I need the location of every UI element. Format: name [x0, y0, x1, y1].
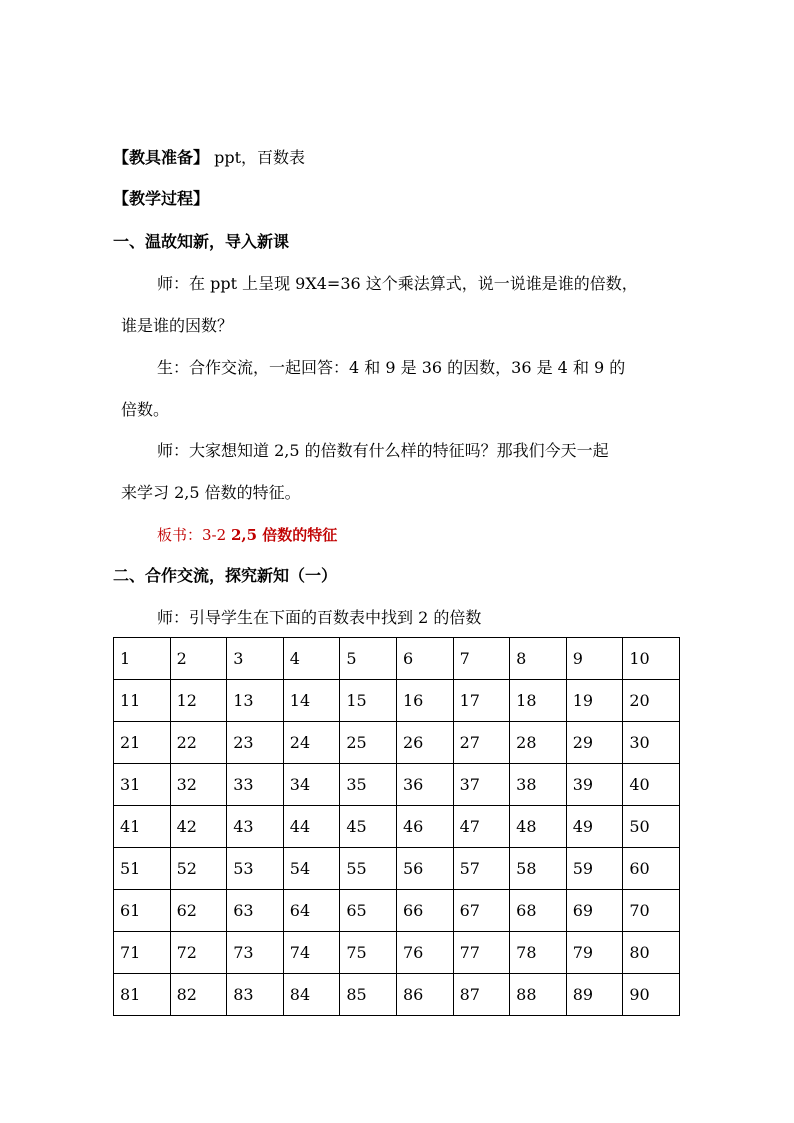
- prep-items: ppt，百数表: [209, 148, 306, 167]
- paragraph2-line1: 生：合作交流，一起回答：4 和 9 是 36 的因数，36 是 4 和 9 的: [157, 358, 626, 377]
- table-row: [114, 974, 680, 1016]
- table-cell: 49: [566, 806, 623, 848]
- teaching-tools-line: [113, 148, 305, 168]
- table-cell: 81: [114, 974, 171, 1016]
- prep-heading: 【教具准备】: [113, 148, 210, 167]
- table-cell: 54: [283, 848, 340, 890]
- table-cell: 82: [170, 974, 227, 1016]
- table-cell: 21: [114, 722, 171, 764]
- table-cell: 77: [453, 932, 510, 974]
- paragraph3-line1: 师：大家想知道 2,5 的倍数有什么样的特征吗？那我们今天一起: [157, 441, 609, 460]
- table-cell: 46: [396, 806, 453, 848]
- table-cell: 66: [396, 890, 453, 932]
- table-cell: 28: [510, 722, 567, 764]
- table-cell: 73: [227, 932, 284, 974]
- table-cell: 6: [396, 638, 453, 680]
- table-cell: 74: [283, 932, 340, 974]
- table-cell: 12: [170, 680, 227, 722]
- table-cell: 48: [510, 806, 567, 848]
- hundred-chart-body: [114, 638, 680, 1016]
- table-cell: 79: [566, 932, 623, 974]
- table-cell: 9: [566, 638, 623, 680]
- table-cell: 84: [283, 974, 340, 1016]
- table-cell: 58: [510, 848, 567, 890]
- table-cell: 14: [283, 680, 340, 722]
- table-cell: 13: [227, 680, 284, 722]
- paragraph3-line2: 来学习 2,5 倍数的特征。: [121, 483, 301, 502]
- table-cell: 69: [566, 890, 623, 932]
- table-cell: 27: [453, 722, 510, 764]
- paragraph2-line2: 倍数。: [121, 400, 170, 419]
- table-cell: 41: [114, 806, 171, 848]
- table-cell: 36: [396, 764, 453, 806]
- table-cell: 80: [623, 932, 680, 974]
- table-cell: 4: [283, 638, 340, 680]
- hundred-chart-table: [113, 637, 680, 1016]
- board-note: [157, 525, 337, 545]
- table-cell: 86: [396, 974, 453, 1016]
- table-cell: 63: [227, 890, 284, 932]
- paragraph4-line1: 师：引导学生在下面的百数表中找到 2 的倍数: [157, 608, 482, 627]
- table-cell: 76: [396, 932, 453, 974]
- table-cell: 52: [170, 848, 227, 890]
- table-row: [114, 806, 680, 848]
- table-cell: 42: [170, 806, 227, 848]
- table-cell: 30: [623, 722, 680, 764]
- table-cell: 26: [396, 722, 453, 764]
- table-row: [114, 722, 680, 764]
- table-cell: 10: [623, 638, 680, 680]
- table-row: [114, 890, 680, 932]
- table-cell: 65: [340, 890, 397, 932]
- table-row: [114, 764, 680, 806]
- table-cell: 38: [510, 764, 567, 806]
- table-cell: 59: [566, 848, 623, 890]
- table-cell: 61: [114, 890, 171, 932]
- table-cell: 89: [566, 974, 623, 1016]
- paragraph1-line2: 谁是谁的因数？: [121, 316, 234, 335]
- table-cell: 2: [170, 638, 227, 680]
- table-cell: 53: [227, 848, 284, 890]
- table-cell: 51: [114, 848, 171, 890]
- table-cell: 31: [114, 764, 171, 806]
- table-cell: 11: [114, 680, 171, 722]
- table-cell: 90: [623, 974, 680, 1016]
- table-row: [114, 848, 680, 890]
- table-cell: 40: [623, 764, 680, 806]
- table-cell: 68: [510, 890, 567, 932]
- table-cell: 78: [510, 932, 567, 974]
- table-cell: 87: [453, 974, 510, 1016]
- table-cell: 8: [510, 638, 567, 680]
- table-cell: 33: [227, 764, 284, 806]
- table-cell: 3: [227, 638, 284, 680]
- table-cell: 88: [510, 974, 567, 1016]
- table-cell: 47: [453, 806, 510, 848]
- board-title: 2,5 倍数的特征: [230, 526, 338, 544]
- table-cell: 5: [340, 638, 397, 680]
- table-cell: 24: [283, 722, 340, 764]
- board-label: 板书：3-2: [157, 526, 231, 544]
- section2-title: 二、合作交流，探究新知（一）: [113, 566, 338, 585]
- table-cell: 55: [340, 848, 397, 890]
- table-cell: 60: [623, 848, 680, 890]
- section1-title: 一、温故知新，导入新课: [113, 232, 290, 251]
- table-cell: 70: [623, 890, 680, 932]
- table-cell: 1: [114, 638, 171, 680]
- process-heading: 【教学过程】: [113, 189, 210, 208]
- table-cell: 35: [340, 764, 397, 806]
- table-cell: 75: [340, 932, 397, 974]
- table-cell: 7: [453, 638, 510, 680]
- paragraph1-line1: 师：在 ppt 上呈现 9X4=36 这个乘法算式，说一说谁是谁的倍数，: [157, 274, 638, 293]
- table-cell: 25: [340, 722, 397, 764]
- table-row: [114, 680, 680, 722]
- table-cell: 45: [340, 806, 397, 848]
- table-cell: 50: [623, 806, 680, 848]
- table-cell: 64: [283, 890, 340, 932]
- table-cell: 34: [283, 764, 340, 806]
- table-cell: 44: [283, 806, 340, 848]
- table-cell: 37: [453, 764, 510, 806]
- table-cell: 39: [566, 764, 623, 806]
- table-cell: 67: [453, 890, 510, 932]
- table-cell: 85: [340, 974, 397, 1016]
- table-cell: 22: [170, 722, 227, 764]
- table-cell: 83: [227, 974, 284, 1016]
- table-cell: 16: [396, 680, 453, 722]
- table-cell: 18: [510, 680, 567, 722]
- table-cell: 15: [340, 680, 397, 722]
- table-cell: 23: [227, 722, 284, 764]
- table-cell: 29: [566, 722, 623, 764]
- table-cell: 56: [396, 848, 453, 890]
- table-cell: 43: [227, 806, 284, 848]
- table-cell: 20: [623, 680, 680, 722]
- table-cell: 71: [114, 932, 171, 974]
- table-cell: 72: [170, 932, 227, 974]
- table-cell: 62: [170, 890, 227, 932]
- table-cell: 57: [453, 848, 510, 890]
- table-cell: 19: [566, 680, 623, 722]
- table-row: [114, 638, 680, 680]
- table-row: [114, 932, 680, 974]
- table-cell: 32: [170, 764, 227, 806]
- table-cell: 17: [453, 680, 510, 722]
